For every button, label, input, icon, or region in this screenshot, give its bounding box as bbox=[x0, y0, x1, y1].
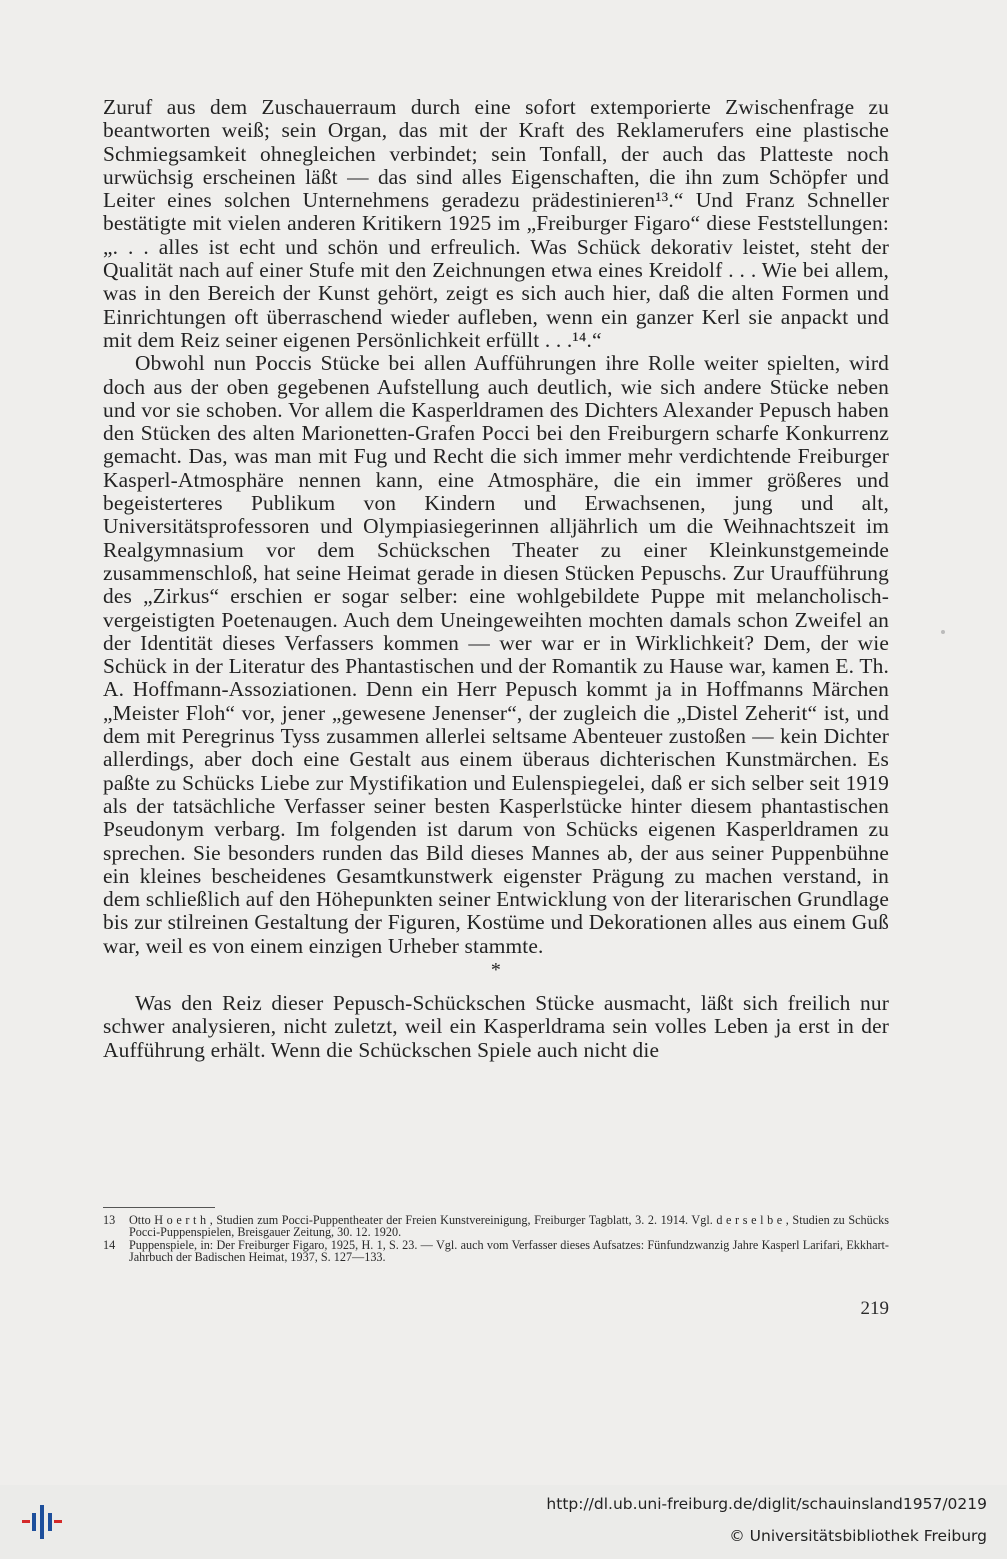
footnote-text: Puppenspiele, in: Der Freiburger Figaro, 1925, H. 1, S. 23. — Vgl. auch vom Verfasser dieses Aufsatzes: Fünfundzwanzig Jahre Kasperl Larifari, Ekkhart-Jahrbuch der Badischen Heimat, 1937, S. 127—133. bbox=[129, 1237, 889, 1264]
footnote-text: Otto H o e r t h , Studien zum Pocci-Puppentheater der Freien Kunstvereinigung, Freiburger Tagblatt, 3. 2. 1914. Vgl. d e r s e l b e , Studien zu Schücks Pocci-Puppenspielen, Breisgauer Zeitung, 30. 12. 1920. bbox=[129, 1213, 889, 1240]
section-separator: * bbox=[490, 958, 502, 981]
viewer-footer bbox=[0, 1485, 1007, 1559]
copyright-notice: © Universitätsbibliothek Freiburg bbox=[729, 1527, 987, 1545]
permalink[interactable]: http://dl.ub.uni-freiburg.de/diglit/schauinsland1957/0219 bbox=[546, 1495, 987, 1513]
footnote-mark: 13 bbox=[103, 1213, 116, 1227]
margin-mark bbox=[941, 630, 945, 634]
page-number: 219 bbox=[860, 1298, 889, 1319]
footnote-rule bbox=[103, 1207, 215, 1208]
paragraph-2: Obwohl nun Poccis Stücke bei allen Aufführungen ihre Rolle weiter spielten, wird doch aus der oben gegebenen Aufstellung auch deutlich, wie sich andere Stücke neben und vor sie schoben. Vor allem die Kasperldramen des Dichters Alexander Pepusch haben den Stücken des alten Marionetten-Grafen Pocci bei den Freiburgern scharfe Konkurrenz gemacht. Das, was man mit Fug und Recht die sich immer mehr verdichtende Freiburger Kasperl-Atmosphäre nennen kann, eine Atmosphäre, die ein immer größeres und begeisterteres Publikum von Kindern und Erwachsenen, jung und alt, Universitätsprofessoren und Olympiasiegerinnen alljährlich um die Weihnachtszeit im Realgymnasium vor dem Schückschen Theater zu einer Kleinkunstgemeinde zusammenschloß, hat seine Heimat gerade in diesen Stücken Pepuschs. Zur Uraufführung des „Zirkus“ erschien er sogar selber: eine wohlgebildete Puppe mit melancholisch-vergeistigten Poetenaugen. Auch dem Uneingeweihten mochten damals schon Zweifel an der Identität dieses Verfassers kommen — wer war er in Wirklichkeit? Dem, der wie Schück in der Literatur des Phantastischen und der Romantik zu Hause war, kamen E. Th. A. Hoffmann-Assoziationen. Denn ein Herr Pepusch kommt ja in Hoffmanns Märchen „Meister Floh“ vor, jener „gewesene Jenenser“, der zugleich die „Distel Zeherit“ ist, und dem mit Peregrinus Tyss zusammen allerlei seltsame Abenteuer zustoßen — kein Dichter allerdings, aber doch eine Gestalt aus einem überaus dichterischen Kunstmärchen. Es paßte zu Schücks Liebe zur Mystifikation und Eulenspiegelei, daß er sich selber seit 1919 als der tatsächliche Verfasser seiner besten Kasperlstücke hinter diesem phantastischen Pseudonym verbarg. Im folgenden ist darum von Schücks eigenen Kasperldramen zu sprechen. Sie besonders runden das Bild dieses Mannes ab, der aus seiner Puppenbühne ein kleines bescheidenes Gesamtkunstwerk eigenster Prägung zu machen verstand, in dem schließlich auf den Höhepunkten seiner Entwicklung von der literarischen Grundlage bis zur stilreinen Gestaltung der Figuren, Kostüme und Dekorationen alles aus einem Guß war, weil es von einem einzigen Urheber stammte. bbox=[103, 351, 889, 958]
body-text bbox=[103, 96, 889, 1062]
footnote-13 bbox=[103, 1214, 889, 1239]
footnote-mark: 14 bbox=[103, 1237, 116, 1252]
ub-freiburg-logo-icon bbox=[20, 1499, 64, 1543]
paragraph-3: Was den Reiz dieser Pepusch-Schückschen Stücke ausmacht, läßt sich freilich nur schwer analysieren, nicht zuletzt, weil ein Kasperldrama sein volles Leben ja erst in der Aufführung erhält. Wenn die Schückschen Spiele auch nicht die bbox=[103, 990, 889, 1062]
paragraph-1: Zuruf aus dem Zuschauerraum durch eine sofort extemporierte Zwischenfrage zu beantworten weiß; sein Organ, das mit der Kraft des Reklamerufers eine plastische Schmiegsamkeit ohnegleichen verbindet; sein Tonfall, der auch das Platteste noch urwüchsig erscheinen läßt — das sind alles Eigenschaften, die ihn zum Schöpfer und Leiter eines solchen Unternehmens geradezu prädestinieren¹³.“ Und Franz Schneller bestätigte mit vielen anderen Kritikern 1925 im „Freiburger Figaro“ diese Feststellungen: „. . . alles ist echt und schön und erfreulich. Was Schück dekorativ leistet, steht der Qualität nach auf einer Stufe mit den Zeichnungen etwa eines Kreidolf . . . Wie bei allem, was in den Bereich der Kunst gehört, zeigt es sich auch hier, daß die alten Formen und Einrichtungen oft überraschend wieder aufleben, wenn ein ganzer Kerl sie anpackt und mit dem Reiz seiner eigenen Persönlichkeit erfüllt . . .¹⁴.“ bbox=[103, 95, 889, 352]
footnotes bbox=[103, 1214, 889, 1263]
footnote-14 bbox=[103, 1239, 889, 1264]
